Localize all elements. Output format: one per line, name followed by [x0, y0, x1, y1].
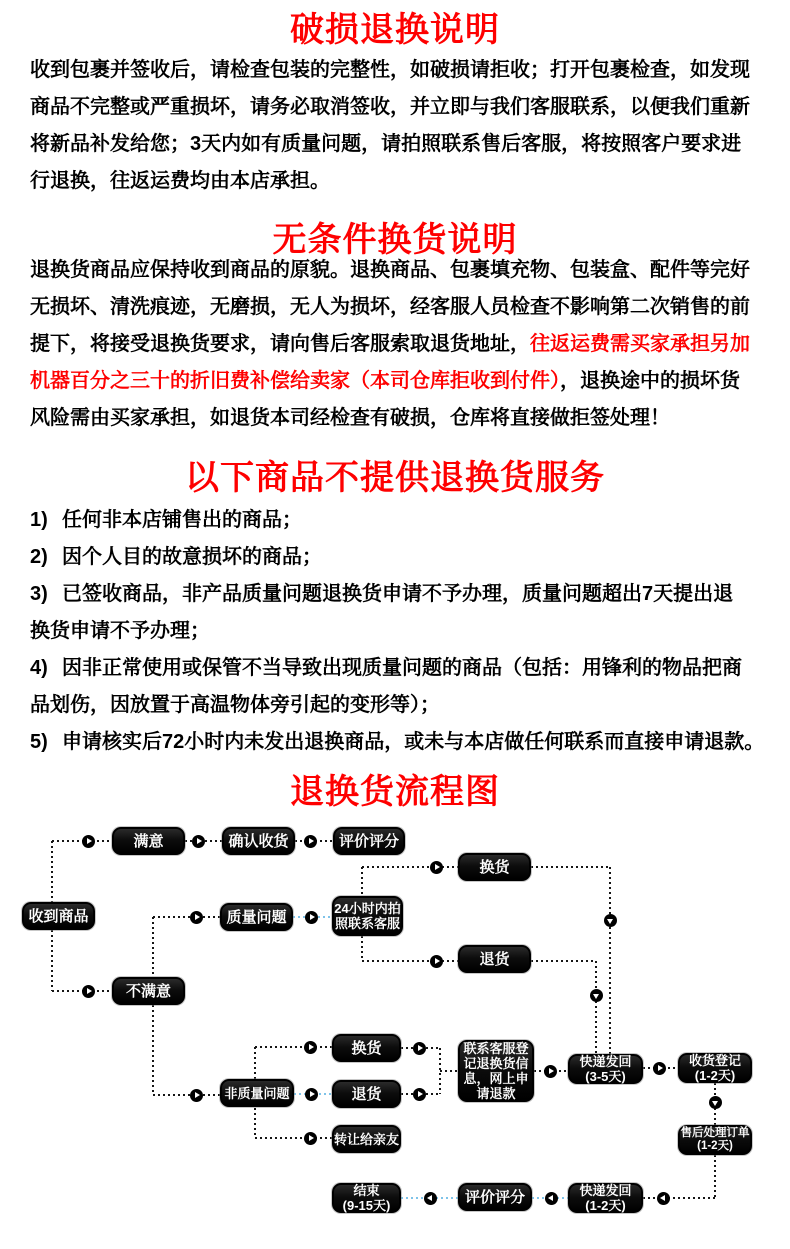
flow-node-label: 照联系客服	[334, 916, 400, 931]
flow-node-label: (1-2天)	[697, 1140, 733, 1152]
flow-dotted-connector	[51, 841, 53, 902]
flow-node-rate-bottom	[458, 1183, 532, 1211]
flow-node-label: 评价评分	[464, 1188, 525, 1206]
damage-paragraph-line: 行退换，往返运费均由本店承担。	[30, 170, 330, 192]
unconditional-exchange-paragraph	[0, 252, 790, 437]
unconditional-exchange-title: 无条件换货说明	[272, 221, 518, 259]
flow-node-label: 息，网上申	[463, 1071, 529, 1086]
flow-arrow-right-icon	[190, 911, 203, 924]
damage-return-title: 破损退换说明	[290, 11, 500, 49]
flow-node-label: 退货	[479, 950, 510, 968]
flow-arrow-right-icon	[305, 911, 318, 924]
flow-node-label: 退货	[351, 1085, 382, 1103]
flow-node-satisfied	[112, 827, 185, 855]
flow-node-label: (1-2天)	[585, 1198, 626, 1213]
flow-arrow-left-icon	[424, 1192, 437, 1205]
flow-node-label: 收到商品	[28, 907, 89, 925]
flow-node-label: 24小时内拍	[334, 901, 401, 916]
flow-arrow-left-icon	[657, 1192, 670, 1205]
unconditional-paragraph-line: 无损坏、清洗痕迹，无磨损，无人为损坏，经客服人员检查不影响第二次销售的前	[30, 296, 750, 318]
flow-node-label: 换货	[479, 858, 510, 876]
flow-node-receipt-register	[678, 1053, 752, 1083]
unconditional-paragraph-line: 退换货商品应保持收到商品的原貌。退换商品、包裹填充物、包装盒、配件等完好	[30, 259, 750, 281]
flow-node-end	[332, 1183, 401, 1213]
flow-node-transfer-friend	[332, 1125, 401, 1153]
flow-arrow-right-icon	[653, 1062, 666, 1075]
flow-dotted-connector	[153, 1094, 220, 1096]
flow-node-label: (3-5天)	[585, 1069, 626, 1084]
flow-dotted-connector	[254, 1108, 256, 1138]
flow-arrow-right-icon	[413, 1042, 426, 1055]
flow-dotted-connector	[255, 1137, 332, 1139]
flow-node-label: 请退款	[476, 1086, 516, 1101]
flow-dotted-connector	[531, 866, 610, 868]
damage-paragraph-line: 商品不完整或严重损坏，请务必取消签收，并立即与我们客服联系，以便我们重新	[30, 96, 750, 118]
flow-node-label: 记退换货信	[463, 1056, 529, 1071]
flow-node-label: (9-15天)	[342, 1198, 391, 1213]
flow-dotted-connector	[255, 1046, 332, 1048]
flow-dotted-connector	[714, 1155, 716, 1199]
damage-paragraph-line: 将新品补发给您；3天内如有质量问题，请拍照联系售后客服，将按照客户要求进	[30, 133, 742, 155]
flow-dotted-connector	[51, 930, 53, 991]
flow-arrow-right-icon	[192, 835, 205, 848]
flow-node-label: 收货登记	[688, 1053, 741, 1068]
flow-dotted-connector	[643, 1197, 715, 1199]
flow-dotted-connector	[153, 916, 220, 918]
flow-node-label: 结束	[353, 1183, 380, 1198]
flow-node-label: 确认收货	[228, 832, 289, 850]
flow-node-label: 转让给亲友	[334, 1131, 400, 1147]
flow-node-unsatisfied	[112, 977, 185, 1005]
no-service-list-item: 5) 申请核实后72小时内未发出退换商品，或未与本店做任何联系而直接申请退款。	[30, 731, 765, 753]
flow-dotted-connector	[152, 917, 154, 977]
flow-dotted-connector	[361, 867, 363, 896]
damage-return-paragraph	[0, 52, 790, 200]
flow-node-exchange-bottom	[332, 1034, 401, 1062]
unconditional-paragraph-line: 提下，将接受退换货要求，请向售后客服索取退货地址，往返运费需买家承担另加	[30, 333, 750, 355]
flow-arrow-right-icon	[82, 835, 95, 848]
no-service-list-item: 3) 已签收商品，非产品质量问题退换货申请不予办理，质量问题超出7天提出退	[30, 583, 734, 605]
flow-arrow-down-icon	[709, 1096, 722, 1109]
flow-node-received	[22, 902, 95, 930]
flow-node-label: 换货	[351, 1039, 382, 1057]
flow-arrow-right-icon	[304, 1132, 317, 1145]
flow-dotted-connector	[609, 867, 611, 1054]
flow-arrow-right-icon	[544, 1065, 557, 1078]
flow-arrow-right-icon	[430, 861, 443, 874]
flow-dotted-connector	[361, 936, 363, 961]
flow-arrow-right-icon	[304, 835, 317, 848]
no-service-list-item: 换货申请不予办理；	[30, 620, 210, 642]
no-service-list	[0, 502, 790, 761]
flow-arrow-right-icon	[304, 1041, 317, 1054]
flow-node-ship-back-3-5	[568, 1054, 643, 1084]
no-service-list-item: 品划伤，因放置于高温物体旁引起的变形等）；	[30, 694, 440, 716]
flow-node-ship-back-1-2	[568, 1183, 643, 1213]
flowchart	[0, 810, 790, 1249]
flow-node-label: 快递发回	[579, 1183, 632, 1198]
flow-dotted-connector	[362, 960, 458, 962]
flow-node-contact-service	[458, 1040, 534, 1102]
flow-node-label: 快递发回	[579, 1054, 632, 1069]
flow-arrow-right-icon	[82, 985, 95, 998]
flow-node-contact-24h	[332, 896, 403, 936]
flow-node-return-top	[458, 945, 531, 973]
no-service-list-item: 1) 任何非本店铺售出的商品；	[30, 509, 302, 531]
flow-node-rate-top	[333, 827, 405, 855]
flow-node-label: 非质量问题	[224, 1085, 290, 1101]
flow-dotted-connector	[531, 960, 596, 962]
flow-arrow-right-icon	[430, 955, 443, 968]
flow-node-aftersale-order	[678, 1125, 752, 1155]
flow-dotted-connector	[254, 1047, 256, 1079]
flow-arrow-down-icon	[590, 989, 603, 1002]
unconditional-paragraph-line: 机器百分之三十的折旧费补偿给卖家（本司仓库拒收到付件），退换途中的损坏货	[30, 370, 740, 392]
flow-arrow-right-icon	[305, 1088, 318, 1101]
no-service-list-item: 4) 因非正常使用或保管不当导致出现质量问题的商品（包括：用锋利的物品把商	[30, 657, 742, 679]
flow-node-label: 满意	[133, 832, 164, 850]
flow-node-label: 不满意	[125, 982, 171, 1000]
flow-node-label: (1-2天)	[694, 1068, 736, 1083]
flow-dotted-connector	[362, 866, 458, 868]
no-service-title: 以下商品不提供退换货服务	[185, 459, 605, 497]
flow-node-label: 质量问题	[226, 908, 287, 926]
damage-paragraph-line: 收到包裹并签收后，请检查包装的完整性，如破损请拒收；打开包裹检查，如发现	[30, 59, 750, 81]
flow-node-quality-issue	[220, 903, 293, 931]
flow-arrow-left-icon	[545, 1192, 558, 1205]
unconditional-paragraph-line: 风险需由买家承担，如退货本司经检查有破损，仓库将直接做拒签处理！	[30, 407, 670, 429]
flow-node-exchange-top	[458, 853, 531, 881]
flow-arrow-down-icon	[604, 914, 617, 927]
flow-node-label: 评价评分	[338, 832, 399, 850]
flow-arrow-right-icon	[190, 1089, 203, 1102]
flow-node-label: 售后处理订单	[680, 1126, 750, 1139]
flow-dotted-connector	[440, 1070, 458, 1072]
no-service-list-item: 2) 因个人目的故意损坏的商品；	[30, 546, 322, 568]
flowchart-title: 退换货流程图	[290, 773, 500, 811]
flow-dotted-connector	[595, 961, 597, 1054]
flow-arrow-right-icon	[413, 1088, 426, 1101]
flow-node-label: 联系客服登	[463, 1041, 529, 1056]
flow-node-non-quality-issue	[220, 1079, 294, 1107]
flow-node-return-bottom	[332, 1080, 401, 1108]
flow-dotted-connector	[152, 1005, 154, 1095]
flow-node-confirm-receipt	[222, 827, 295, 855]
